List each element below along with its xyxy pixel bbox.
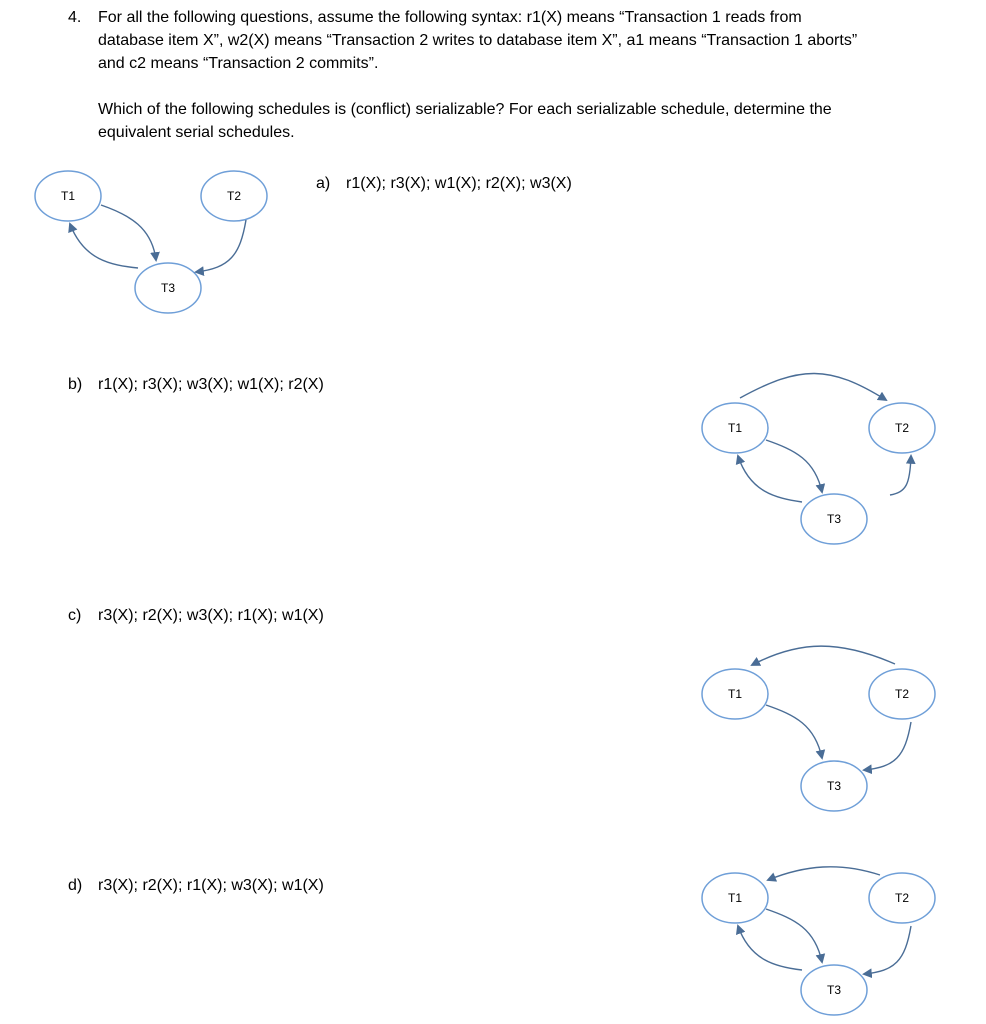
- graph-d-edge-t2-t1: [768, 867, 880, 880]
- graph-d-edge-t3-t1: [738, 926, 802, 970]
- graph-b-node-t3-label: T3: [826, 512, 842, 526]
- schedule-b-text: r1(X); r3(X); w3(X); w1(X); r2(X): [98, 376, 324, 393]
- prompt-line-2: equivalent serial schedules.: [98, 124, 295, 141]
- intro-line-1: For all the following questions, assume the following syntax: r1(X) means “Transaction 1 reads from: [98, 9, 802, 26]
- graph-b-edge-t1-t3: [766, 440, 822, 492]
- graph-d-edge-t1-t3: [766, 909, 822, 962]
- graph-b-edge-t3-t2: [890, 456, 911, 495]
- edge-t2-t3: [196, 220, 246, 272]
- node-t3-label: T3: [160, 281, 176, 295]
- graph-d-node-t2-label: T2: [894, 891, 910, 905]
- graph-d-edge-t2-t3: [864, 926, 911, 974]
- graph-b-edge-t1-t2: [740, 373, 886, 400]
- edge-t3-t1: [70, 224, 138, 268]
- schedule-a-label: a): [316, 175, 331, 192]
- graph-c-edge-t1-t3: [766, 705, 822, 758]
- schedule-d-text: r3(X); r2(X); r1(X); w3(X); w1(X): [98, 877, 324, 894]
- graph-c-node-t1-label: T1: [727, 687, 743, 701]
- graph-c-node-t3-label: T3: [826, 779, 842, 793]
- schedule-d-label: d): [68, 877, 83, 894]
- graph-d-node-t3-label: T3: [826, 983, 842, 997]
- schedule-b-label: b): [68, 376, 83, 393]
- graph-c-edge-t2-t1: [752, 646, 895, 665]
- graph-c-node-t2-label: T2: [894, 687, 910, 701]
- prompt-line-1: Which of the following schedules is (conflict) serializable? For each serializable schedule, determine the: [98, 101, 832, 118]
- schedule-c-text: r3(X); r2(X); w3(X); r1(X); w1(X): [98, 607, 324, 624]
- graph-b-node-t1-label: T1: [727, 421, 743, 435]
- node-t2-label: T2: [226, 189, 242, 203]
- intro-line-2: database item X”, w2(X) means “Transaction 2 writes to database item X”, a1 means “Transaction 1 aborts”: [98, 32, 858, 49]
- graph-c-edge-t2-t3: [864, 722, 911, 770]
- node-t1-label: T1: [60, 189, 76, 203]
- graph-b-edge-t3-t1: [738, 456, 802, 502]
- graph-b-node-t2-label: T2: [894, 421, 910, 435]
- question-number: 4.: [68, 9, 82, 26]
- schedule-a-text: r1(X); r3(X); w1(X); r2(X); w3(X): [346, 175, 572, 192]
- graph-d-node-t1-label: T1: [727, 891, 743, 905]
- edge-t1-t3: [101, 205, 156, 260]
- schedule-c-label: c): [68, 607, 82, 624]
- intro-line-3: and c2 means “Transaction 2 commits”.: [98, 55, 379, 72]
